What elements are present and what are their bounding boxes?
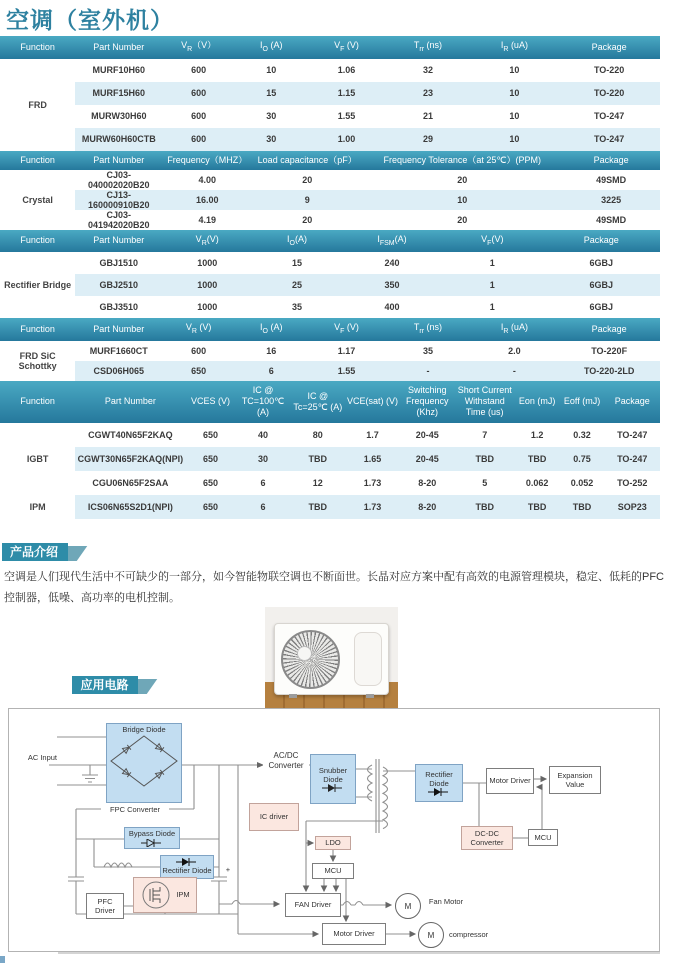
column-header: Load capacitance（pF） xyxy=(252,151,362,170)
table-row xyxy=(0,59,660,82)
data-cell: 1000 xyxy=(162,252,252,274)
data-cell: 1.00 xyxy=(308,128,386,151)
data-cell: GBJ3510 xyxy=(75,296,162,318)
motor-driver-bottom-box xyxy=(322,923,386,945)
column-header: Switching Frequency (Khz) xyxy=(400,381,455,423)
function-cell: IGBT xyxy=(0,423,75,495)
data-cell: 10 xyxy=(471,105,559,128)
bridge-diode-box xyxy=(106,723,182,803)
diode-symbol xyxy=(141,839,163,847)
data-cell: 1 xyxy=(442,296,542,318)
data-cell: 0.32 xyxy=(560,423,605,447)
column-header: VCE(sat) (V) xyxy=(345,381,400,423)
data-cell: 400 xyxy=(342,296,442,318)
bypass-diode-label: Bypass Diode xyxy=(128,829,176,839)
data-cell: 20 xyxy=(252,210,362,230)
column-header: VCES (V) xyxy=(185,381,235,423)
ac-input-label: AC Input xyxy=(25,753,57,762)
bridge-diode-label: Bridge Diode xyxy=(122,725,166,734)
footer-divider xyxy=(58,952,660,954)
data-cell: TO-247 xyxy=(558,128,660,151)
data-cell: CJ13-160000910B20 xyxy=(75,190,162,210)
column-header: $I_O$ (A) xyxy=(235,36,308,59)
data-cell: 40 xyxy=(236,423,291,447)
column-header: IC @ TC=100℃ (A) xyxy=(236,381,291,423)
column-header: $I_O(A)$ xyxy=(252,230,342,253)
data-cell: CJ03-040002020B20 xyxy=(75,170,162,190)
column-header: $V_R$ (V) xyxy=(162,318,235,341)
mosfet-symbol xyxy=(140,879,174,911)
fan-motor-label: Fan Motor xyxy=(425,897,467,906)
spec-tables-container xyxy=(0,36,660,519)
data-cell: 600 xyxy=(162,105,235,128)
data-cell: TO-252 xyxy=(604,471,660,495)
column-header: Package xyxy=(558,318,660,341)
data-cell: 600 xyxy=(162,341,235,361)
data-cell: CJ03-041942020B20 xyxy=(75,210,162,230)
data-cell: 16 xyxy=(235,341,308,361)
ldo-label: LDO xyxy=(325,838,341,848)
data-cell: TO-220 xyxy=(558,82,660,105)
bridge-rectifier-symbol xyxy=(107,734,181,790)
rectifier-diode-pfc-box xyxy=(160,855,214,879)
mcu-right-box xyxy=(528,829,558,846)
data-cell: MURW60H60CTB xyxy=(75,128,162,151)
spec-table-1 xyxy=(0,151,660,230)
data-cell: 600 xyxy=(162,128,235,151)
data-cell: 650 xyxy=(162,361,235,381)
data-cell: 1 xyxy=(442,252,542,274)
table-row xyxy=(0,361,660,381)
data-cell: TBD xyxy=(455,495,515,519)
data-cell: TBD xyxy=(290,447,345,471)
column-header: Part Number xyxy=(75,381,185,423)
diode-symbol xyxy=(428,788,450,796)
column-header: $I_{FSM}(A)$ xyxy=(342,230,442,253)
data-cell: TBD xyxy=(290,495,345,519)
bypass-diode-box xyxy=(124,827,180,849)
product-intro-text: 空调是人们现代生活中不可缺少的一部分，如今智能物联空调也不断面世。长晶对应方案中配有高效的电源管理模块，稳定、低耗的PFC控制器，低噪、高功率的电机控制。 xyxy=(4,571,664,604)
rectifier-diode-label: Rectifier Diode xyxy=(162,866,212,876)
data-cell: 600 xyxy=(162,82,235,105)
table-row xyxy=(0,128,660,151)
data-cell: 6GBJ xyxy=(542,296,660,318)
fpc-converter-label: FPC Converter xyxy=(101,805,169,814)
column-header: $T_{rr}$ (ns) xyxy=(385,318,470,341)
column-header: Package xyxy=(542,230,660,253)
data-cell: TO-220F xyxy=(558,341,660,361)
rectifier-diode-label: Rectifier Diode xyxy=(425,769,453,788)
unit-foot xyxy=(366,694,374,698)
data-cell: MURW30H60 xyxy=(75,105,162,128)
data-cell: TBD xyxy=(515,447,560,471)
mcu-label: MCU xyxy=(534,832,552,842)
column-header: Eon (mJ) xyxy=(515,381,560,423)
mcu-label: MCU xyxy=(324,866,342,876)
data-cell: TBD xyxy=(560,495,605,519)
column-header: Function xyxy=(0,36,75,59)
data-cell: 4.00 xyxy=(162,170,252,190)
column-header: $I_O$ (A) xyxy=(235,318,308,341)
ipm-label: IPM xyxy=(176,890,190,900)
data-cell: ICS06N65S2D1(NPI) xyxy=(75,495,185,519)
column-header: $I_R$ (uA) xyxy=(471,36,559,59)
data-cell: 650 xyxy=(185,423,235,447)
data-cell: 25 xyxy=(252,274,342,296)
column-header: IC @ Tc=25℃ (A) xyxy=(290,381,345,423)
column-header: Frequency（MHZ） xyxy=(162,151,252,170)
snubber-diode-label: Snubber Diode xyxy=(318,765,348,784)
column-header: $V_F$ (V) xyxy=(308,36,386,59)
compressor-circle: M xyxy=(418,922,444,948)
data-cell: 4.19 xyxy=(162,210,252,230)
spec-table-2 xyxy=(0,230,660,319)
data-cell: MURF10H60 xyxy=(75,59,162,82)
corner-mark xyxy=(0,956,5,963)
column-header: Package xyxy=(604,381,660,423)
table-row xyxy=(0,423,660,447)
data-cell: CGWT30N65F2KAQ(NPI) xyxy=(75,447,185,471)
column-header: Part Number xyxy=(75,36,162,59)
data-cell: 6GBJ xyxy=(542,252,660,274)
data-cell: 7 xyxy=(455,423,515,447)
data-cell: 49SMD xyxy=(562,210,660,230)
data-cell: 10 xyxy=(235,59,308,82)
column-header: $V_R(V)$ xyxy=(162,230,252,253)
data-cell: 15 xyxy=(235,82,308,105)
ic-driver-label: IC driver xyxy=(259,812,289,822)
ipm-box xyxy=(133,877,197,913)
function-cell: Crystal xyxy=(0,170,75,230)
data-cell: 1000 xyxy=(162,296,252,318)
fan-hub xyxy=(297,646,312,661)
data-cell: 30 xyxy=(236,447,291,471)
data-cell: 0.052 xyxy=(560,471,605,495)
data-cell: GBJ2510 xyxy=(75,274,162,296)
acdc-converter-label: AC/DC Converter xyxy=(263,751,309,771)
function-cell: Rectifier Bridge xyxy=(0,252,75,318)
data-cell: 6 xyxy=(235,361,308,381)
motor-driver-label: Motor Driver xyxy=(489,776,531,786)
data-cell: TBD xyxy=(515,495,560,519)
data-cell: 6 xyxy=(236,471,291,495)
section-label-product-intro: 产品介绍 xyxy=(2,543,68,561)
data-cell: 12 xyxy=(290,471,345,495)
data-cell: MURF1660CT xyxy=(75,341,162,361)
data-cell: TO-220-2LD xyxy=(558,361,660,381)
data-cell: 1000 xyxy=(162,274,252,296)
data-cell: 9 xyxy=(252,190,362,210)
data-cell: 650 xyxy=(185,495,235,519)
table-row xyxy=(0,274,660,296)
pfc-driver-label: PFC Driver xyxy=(95,896,115,915)
column-header: Part Number xyxy=(75,318,162,341)
data-cell: 3225 xyxy=(562,190,660,210)
section-label-application-circuit: 应用电路 xyxy=(72,676,138,694)
data-cell: 1.73 xyxy=(345,495,400,519)
data-cell: 240 xyxy=(342,252,442,274)
data-cell: 1.65 xyxy=(345,447,400,471)
snubber-diode-box xyxy=(310,754,356,804)
data-cell: 8-20 xyxy=(400,495,455,519)
data-cell: SOP23 xyxy=(604,495,660,519)
data-cell: TO-247 xyxy=(604,447,660,471)
column-header: $V_F(V)$ xyxy=(442,230,542,253)
data-cell: 20-45 xyxy=(400,447,455,471)
column-header: Short Current Withstand Time (us) xyxy=(455,381,515,423)
data-cell: 20 xyxy=(252,170,362,190)
expansion-value-label: Expansion Value xyxy=(557,770,593,789)
column-header: $V_F$ (V) xyxy=(308,318,386,341)
diode-symbol xyxy=(176,858,198,866)
function-cell: FRD xyxy=(0,59,75,151)
data-cell: 32 xyxy=(385,59,470,82)
column-header: Function xyxy=(0,230,75,253)
table-row xyxy=(0,210,660,230)
table-row xyxy=(0,447,660,471)
page-title: 空调（室外机） xyxy=(6,2,660,41)
spec-table-0 xyxy=(0,36,660,151)
diode-symbol xyxy=(322,784,344,792)
data-cell: 49SMD xyxy=(562,170,660,190)
application-circuit-diagram xyxy=(8,708,660,952)
column-header: Function xyxy=(0,318,75,341)
pfc-driver-box xyxy=(86,893,124,919)
side-panel xyxy=(354,632,382,686)
column-header: $T_{rr}$ (ns) xyxy=(385,36,470,59)
data-cell: MURF15H60 xyxy=(75,82,162,105)
data-cell: 650 xyxy=(185,447,235,471)
data-cell: CGWT40N65F2KAQ xyxy=(75,423,185,447)
data-cell: 10 xyxy=(471,82,559,105)
data-cell: 6GBJ xyxy=(542,274,660,296)
expansion-value-box xyxy=(549,766,601,794)
ldo-box xyxy=(315,836,351,850)
ic-driver-box xyxy=(249,803,299,831)
data-cell: 35 xyxy=(252,296,342,318)
data-cell: 1.73 xyxy=(345,471,400,495)
outdoor-unit xyxy=(274,623,389,695)
data-cell: 15 xyxy=(252,252,342,274)
data-cell: 8-20 xyxy=(400,471,455,495)
column-header: Part Number xyxy=(75,151,162,170)
table-row xyxy=(0,252,660,274)
table-row xyxy=(0,296,660,318)
data-cell: - xyxy=(471,361,559,381)
data-cell: TO-220 xyxy=(558,59,660,82)
column-header: Frequency Tolerance（at 25℃）(PPM) xyxy=(362,151,562,170)
data-cell: 1.55 xyxy=(308,361,386,381)
data-cell: CSD06H065 xyxy=(75,361,162,381)
data-cell: 1 xyxy=(442,274,542,296)
data-cell: 600 xyxy=(162,59,235,82)
column-header: Function xyxy=(0,151,75,170)
data-cell: TO-247 xyxy=(558,105,660,128)
data-cell: 2.0 xyxy=(471,341,559,361)
table-row xyxy=(0,341,660,361)
column-header: $V_R(V)$ xyxy=(162,36,235,59)
data-cell: 1.55 xyxy=(308,105,386,128)
function-cell: IPM xyxy=(0,495,75,519)
function-cell: FRD SiC Schottky xyxy=(0,341,75,381)
data-cell: 10 xyxy=(471,59,559,82)
data-cell: TBD xyxy=(455,447,515,471)
data-cell: 20-45 xyxy=(400,423,455,447)
data-cell: 1.17 xyxy=(308,341,386,361)
unit-foot xyxy=(289,694,297,698)
data-cell: TO-247 xyxy=(604,423,660,447)
data-cell: 23 xyxy=(385,82,470,105)
fan-driver-box xyxy=(285,893,341,917)
data-cell: 1.15 xyxy=(308,82,386,105)
data-cell: 650 xyxy=(185,471,235,495)
rectifier-diode-out-box xyxy=(415,764,463,802)
table-row xyxy=(0,495,660,519)
product-photo-outdoor-unit xyxy=(265,607,398,708)
spec-table-4 xyxy=(0,381,660,519)
column-header: Package xyxy=(562,151,660,170)
fan-motor-circle: M xyxy=(395,893,421,919)
dcdc-converter-label: DC-DC Converter xyxy=(470,828,504,847)
data-cell: 0.062 xyxy=(515,471,560,495)
column-header: Function xyxy=(0,381,75,423)
dcdc-converter-box xyxy=(461,826,513,850)
column-header: $I_R$ (uA) xyxy=(471,318,559,341)
data-cell: 30 xyxy=(235,128,308,151)
data-cell: 350 xyxy=(342,274,442,296)
column-header: Part Number xyxy=(75,230,162,253)
data-cell: 35 xyxy=(385,341,470,361)
data-cell: 80 xyxy=(290,423,345,447)
mcu-center-box xyxy=(312,863,354,879)
table-row xyxy=(0,170,660,190)
motor-driver-label: Motor Driver xyxy=(333,929,375,939)
data-cell: 16.00 xyxy=(162,190,252,210)
data-cell: GBJ1510 xyxy=(75,252,162,274)
fan-grille xyxy=(281,630,340,689)
data-cell: 1.2 xyxy=(515,423,560,447)
spec-table-3 xyxy=(0,318,660,381)
table-row xyxy=(0,471,660,495)
data-cell: 20 xyxy=(362,170,562,190)
data-cell: 20 xyxy=(362,210,562,230)
data-cell: 21 xyxy=(385,105,470,128)
data-cell: 30 xyxy=(235,105,308,128)
column-header: Package xyxy=(558,36,660,59)
capacitor-plus-sign: + xyxy=(223,865,233,874)
data-cell: 0.75 xyxy=(560,447,605,471)
table-row xyxy=(0,105,660,128)
table-row xyxy=(0,82,660,105)
compressor-label: compressor xyxy=(449,930,507,939)
table-row xyxy=(0,190,660,210)
data-cell: 1.06 xyxy=(308,59,386,82)
data-cell: 29 xyxy=(385,128,470,151)
data-cell: 5 xyxy=(455,471,515,495)
data-cell: CGU06N65F2SAA xyxy=(75,471,185,495)
data-cell: 6 xyxy=(236,495,291,519)
column-header: Eoff (mJ) xyxy=(560,381,605,423)
motor-driver-top-box xyxy=(486,768,534,794)
data-cell: 10 xyxy=(362,190,562,210)
fan-driver-label: FAN Driver xyxy=(294,900,332,910)
data-cell: 1.7 xyxy=(345,423,400,447)
data-cell: 10 xyxy=(471,128,559,151)
data-cell: - xyxy=(385,361,470,381)
